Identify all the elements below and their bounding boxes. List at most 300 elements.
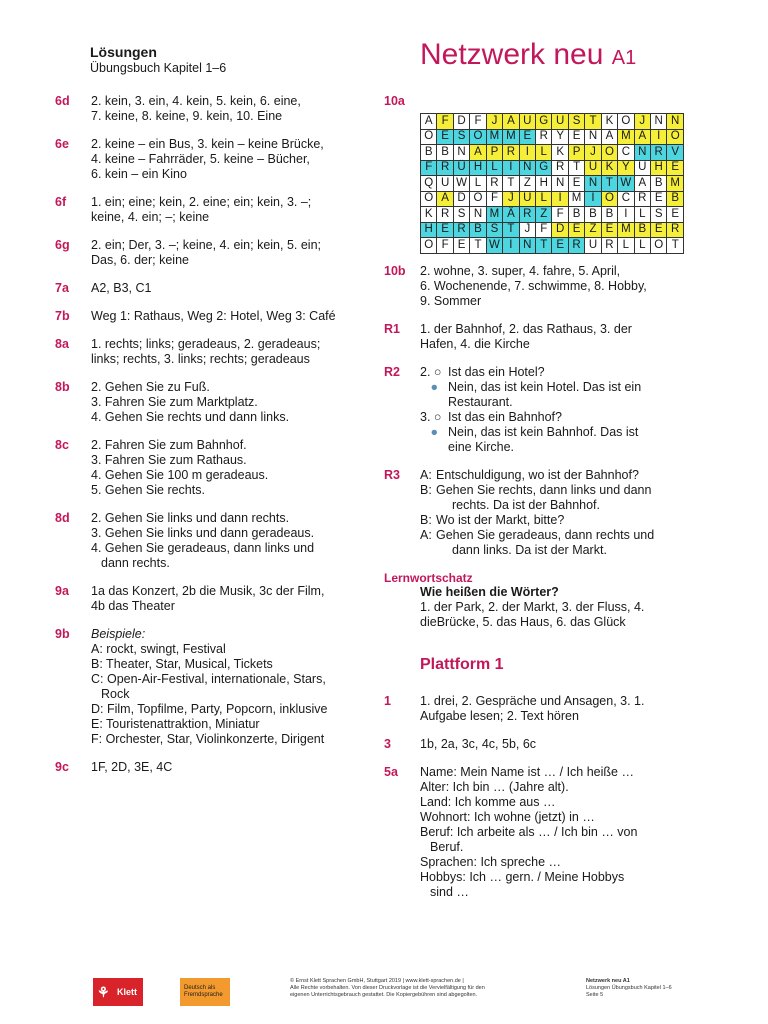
exercise-9c [55,760,355,775]
exercise-5a [384,765,684,900]
brand-level: A1 [611,47,637,69]
exercise-answer [91,337,355,367]
plattform-title: Plattform 1 [420,655,504,673]
answer-line: Land: Ich komme aus … [420,794,556,809]
klett-logo-text: Klett [117,987,137,997]
grid-cell: B [585,207,601,223]
exercise-number: 8a [55,337,69,351]
answer-line: 1a das Konzert, 2b die Musik, 3c der Film, [91,584,325,598]
grid-cell: T [503,222,519,238]
grid-cell: F [552,207,568,223]
dialogue-text: dann links. Da ist der Markt. [452,542,607,557]
grid-row [421,145,684,161]
footer-info-line: Seite 5 [586,992,604,998]
grid-cell: Z [585,222,601,238]
answer-line: Das, 6. der; keine [91,253,189,267]
answer-line: D: Film, Topfilme, Party, Popcorn, inklusive [91,702,328,716]
grid-cell: A [503,114,519,130]
exercise-number: 10b [384,263,406,278]
grid-cell: E [568,129,584,145]
exercise-number: 10a [384,94,405,108]
grid-cell: O [601,145,617,161]
dialogue-text: Nein, das ist kein Hotel. Das ist ein [448,379,642,394]
grid-cell: O [667,129,684,145]
dialogue-line [420,513,684,528]
grid-cell: I [552,191,568,207]
grid-cell: E [552,238,568,254]
exercise-8b [55,380,355,425]
answer-line: 3. Gehen Sie links und dann geradeaus. [91,526,315,540]
grid-cell: L [618,238,634,254]
grid-cell: H [536,176,552,192]
grid-cell: J [585,145,601,161]
grid-cell: I [651,129,667,145]
grid-cell: K [601,160,617,176]
grid-row [421,129,684,145]
answer-line: B: Theater, Star, Musical, Tickets [91,657,273,671]
exercise-number: 3 [384,736,391,751]
copyright-notice [290,978,530,999]
exercise-number: 6f [55,195,67,209]
speaker-label [420,498,452,513]
exercise-8c [55,438,355,498]
grid-cell: B [437,145,453,161]
grid-cell: N [651,114,667,130]
copyright-line: Alle Rechte vorbehalten. Von dieser Druckvorlage ist die Vervielfältigung für den [290,985,485,991]
answer-line: Beruf: Ich arbeite als … / Ich bin … von [420,824,638,839]
grid-cell: B [651,176,667,192]
grid-cell: D [453,191,469,207]
grid-cell: N [634,145,650,161]
page-footer [0,972,768,1012]
answer-line: A2, B3, C1 [91,281,152,295]
answer-line: dann rechts. [101,556,170,570]
grid-row [421,222,684,238]
answer-line: 2. Fahren Sie zum Bahnhof. [91,438,247,452]
grid-cell: N [585,176,601,192]
exercise-number: 7a [55,281,69,295]
exercise-6e [55,137,355,182]
exercise-answer [91,511,355,571]
dialogue-text: Nein, das ist kein Bahnhof. Das ist [448,424,639,439]
dialogue-marker: 3. ○ [420,409,442,424]
exercise-answer [420,322,684,352]
grid-cell: H [470,160,486,176]
grid-cell: L [634,238,650,254]
exercise-1 [384,694,684,724]
speaker-label: A: [420,467,432,482]
page-header [90,44,226,76]
answer-line: 1. rechts; links; geradeaus, 2. geradeaus; [91,337,321,351]
grid-cell: V [667,145,684,161]
grid-cell: R [536,129,552,145]
dialogue-marker: ● [430,424,438,439]
answer-line: Wohnort: Ich wohne (jetzt) in … [420,809,595,824]
grid-cell: A [601,129,617,145]
exercise-6f [55,195,355,225]
answer-line: Aufgabe lesen; 2. Text hören [420,708,579,723]
dialogue-marker [420,440,448,455]
answer-line: 9. Sommer [420,293,482,308]
exercise-number: 9c [55,760,69,774]
grid-cell: M [667,176,684,192]
grid-cell: N [552,176,568,192]
grid-cell: F [486,191,502,207]
exercise-number: R2 [384,364,400,379]
grid-cell: D [552,222,568,238]
grid-cell: R [503,145,519,161]
grid-cell: R [552,160,568,176]
grid-cell: B [601,207,617,223]
exercise-3 [384,737,684,752]
grid-cell: A [634,129,650,145]
grid-cell: K [601,114,617,130]
page-title: Lösungen [90,44,157,60]
answer-line: keine, 4. ein; –; keine [91,210,210,224]
grid-row [421,160,684,176]
grid-cell: R [486,176,502,192]
exercise-r2 [384,365,684,455]
grid-cell: I [618,207,634,223]
exercise-answer [91,94,355,124]
grid-cell: F [437,238,453,254]
grid-cell: U [634,160,650,176]
exercise-number: R1 [384,321,400,336]
grid-cell: O [601,191,617,207]
grid-cell: R [634,191,650,207]
grid-cell: F [470,114,486,130]
grid-cell: R [519,207,535,223]
exercise-answer [91,438,355,498]
answer-line: 2. Gehen Sie links und dann rechts. [91,511,290,525]
grid-cell: S [453,129,469,145]
grid-cell: Z [519,176,535,192]
exercise-answer [91,760,355,775]
grid-cell: M [568,191,584,207]
grid-cell: B [634,222,650,238]
grid-cell: N [453,145,469,161]
grid-row [421,207,684,223]
word-search-grid [420,113,684,254]
grid-cell: O [421,129,437,145]
grid-cell: Y [552,129,568,145]
grid-cell: A [470,145,486,161]
grid-cell: C [618,145,634,161]
footer-book-info [586,978,672,999]
grid-cell: L [536,191,552,207]
answer-line: 3. Fahren Sie zum Rathaus. [91,453,247,467]
daf-logo: Deutsch als Fremdsprache [180,978,230,1006]
dialogue-text: Entschuldigung, wo ist der Bahnhof? [436,467,639,482]
exercise-r3 [384,468,684,558]
brand-name: Netzwerk neu [420,38,604,71]
grid-cell: O [470,129,486,145]
dialogue-text: Wo ist der Markt, bitte? [436,512,565,527]
grid-cell: G [536,114,552,130]
grid-cell: N [519,238,535,254]
exercise-r1 [384,322,684,352]
grid-cell: N [470,207,486,223]
grid-cell: J [634,114,650,130]
exercise-6d [55,94,355,124]
footer-book-title: Netzwerk neu A1 [586,978,630,984]
grid-cell: L [536,145,552,161]
exercise-answer [420,264,684,309]
grid-cell: J [519,222,535,238]
exercise-7b [55,309,355,324]
answer-line: 2. keine – ein Bus, 3. kein – keine Brücke, [91,137,324,151]
answer-line: sind … [430,884,469,899]
answer-line: F: Orchester, Star, Violinkonzerte, Dirigent [91,732,325,746]
grid-cell: T [470,238,486,254]
grid-cell: O [618,114,634,130]
exercise-answer [91,137,355,182]
exercise-number: 1 [384,693,391,708]
grid-cell: N [585,129,601,145]
dialogue-text: Gehen Sie geradeaus, dann rechts und [436,527,655,542]
grid-cell: U [519,114,535,130]
grid-cell: H [651,160,667,176]
answer-line: Hobbys: Ich … gern. / Meine Hobbys [420,869,625,884]
exercise-8a [55,337,355,367]
grid-row [421,114,684,130]
grid-cell: R [453,222,469,238]
grid-cell: N [519,160,535,176]
grid-cell: B [470,222,486,238]
grid-cell: Ä [503,207,519,223]
klett-symbol-icon: ⚘ [97,984,110,1000]
grid-cell: O [421,238,437,254]
grid-cell: E [453,238,469,254]
grid-cell: W [453,176,469,192]
grid-cell: M [486,207,502,223]
grid-cell: Q [421,176,437,192]
speaker-label: A: [420,527,432,542]
exercise-answer [91,584,355,614]
grid-cell: O [470,191,486,207]
page-subtitle: Übungsbuch Kapitel 1–6 [90,61,227,75]
grid-cell: O [421,191,437,207]
grid-cell: D [453,114,469,130]
footer-info-line: Lösungen Übungsbuch Kapitel 1–6 [586,985,672,991]
grid-cell: E [437,129,453,145]
dialogue-marker: 2. ○ [420,364,442,379]
grid-cell: T [536,238,552,254]
grid-cell: C [618,191,634,207]
grid-cell: U [437,176,453,192]
grid-cell: G [536,160,552,176]
grid-cell: U [585,238,601,254]
exercise-answer [91,380,355,425]
grid-cell: S [453,207,469,223]
answer-line: 4. Gehen Sie geradeaus, dann links und [91,541,315,555]
exercise-number: 6g [55,238,70,252]
dialogue-line [420,468,684,483]
grid-cell: B [667,191,684,207]
answer-line: links; rechts, 3. links; rechts; geradeaus [91,352,310,366]
grid-cell: I [585,191,601,207]
exercise-9a [55,584,355,614]
answer-heading: Beispiele: [91,627,146,641]
grid-cell: E [519,129,535,145]
exercise-answer [91,309,355,324]
grid-cell: F [421,160,437,176]
exercise-answer [91,238,355,268]
exercise-9b [55,627,355,747]
exercise-number: 6d [55,94,70,108]
grid-cell: T [585,114,601,130]
grid-cell: T [568,160,584,176]
dialogue-line [420,483,684,498]
grid-cell: Ü [453,160,469,176]
copyright-line: eigenen Unterrichtsgebrauch gestattet. Die Kopiergebühren sind abgegolten. [290,992,478,998]
grid-cell: W [618,176,634,192]
grid-cell: W [486,238,502,254]
grid-cell: R [651,145,667,161]
lernwortschatz-question: Wie heißen die Wörter? [420,584,559,599]
dialogue-line [420,543,684,558]
speaker-label: B: [420,512,432,527]
exercise-7a [55,281,355,296]
dialogue-line [420,365,684,380]
grid-cell: T [503,176,519,192]
answer-line: 1b, 2a, 3c, 4c, 5b, 6c [420,736,537,751]
exercise-number: 8c [55,438,69,452]
answer-line: 2. Gehen Sie zu Fuß. [91,380,210,394]
exercise-8d [55,511,355,571]
grid-cell: U [519,191,535,207]
grid-cell: J [486,114,502,130]
grid-cell: I [519,145,535,161]
answer-line: Weg 1: Rathaus, Weg 2: Hotel, Weg 3: Café [91,309,336,323]
exercise-answer [91,281,355,296]
speaker-label: B: [420,482,432,497]
grid-cell: F [536,222,552,238]
dialogue-marker: ● [430,379,438,394]
answer-line: Name: Mein Name ist … / Ich heiße … [420,764,634,779]
answer-line: 5. Gehen Sie rechts. [91,483,205,497]
grid-cell: O [651,238,667,254]
grid-cell: E [568,222,584,238]
grid-row [421,176,684,192]
answer-line: 1. der Park, 2. der Markt, 3. der Fluss, 4. die [420,599,645,629]
grid-cell: H [421,222,437,238]
right-column [384,94,684,913]
grid-cell: E [667,207,684,223]
answer-line: 4. Gehen Sie 100 m geradeaus. [91,468,269,482]
speaker-label [420,543,452,558]
grid-cell: R [667,222,684,238]
answer-line: 4b das Theater [91,599,175,613]
dialogue-line [420,528,684,543]
answer-line: 7. keine, 8. keine, 9. kein, 10. Eine [91,109,283,123]
grid-cell: E [601,222,617,238]
exercise-number: 9b [55,627,70,641]
exercise-answer [420,694,684,724]
grid-cell: S [568,114,584,130]
answer-line: 1F, 2D, 3E, 4C [91,760,173,774]
answer-line: 1. drei, 2. Gespräche und Ansagen, 3. 1. [420,693,645,708]
grid-cell: A [421,114,437,130]
dialogue-text: Restaurant. [448,394,513,409]
exercise-number: R3 [384,467,400,482]
grid-cell: B [568,207,584,223]
answer-line: Brücke, 5. das Haus, 6. das Glück [436,614,626,629]
exercise-10b [384,264,684,309]
exercise-6g [55,238,355,268]
answer-line: Rock [101,687,130,701]
grid-cell: S [486,222,502,238]
dialogue-marker [420,395,448,410]
answer-line: 6. Wochenende, 7. schwimme, 8. Hobby, [420,278,647,293]
grid-row [421,238,684,254]
answer-line: A: rockt, swingt, Festival [91,642,226,656]
dialogue-line [420,440,684,455]
grid-cell: B [421,145,437,161]
answer-line: C: Open-Air-Festival, internationale, Stars, [91,672,326,686]
grid-cell: R [568,238,584,254]
dialogue-text: Gehen Sie rechts, dann links und dann [436,482,652,497]
answer-line: E: Touristenattraktion, Miniatur [91,717,260,731]
klett-logo [93,978,143,1006]
answer-line: Beruf. [430,839,464,854]
answer-line: Sprachen: Ich spreche … [420,854,562,869]
exercise-10a [384,94,684,109]
exercise-answer [420,765,684,900]
grid-cell: R [437,207,453,223]
grid-row [421,191,684,207]
grid-cell: A [634,176,650,192]
dialogue-line [420,395,684,410]
answer-line: Alter: Ich bin … (Jahre alt). [420,779,569,794]
lernwortschatz-section [384,571,684,630]
dialogue-line [420,425,684,440]
grid-cell: S [651,207,667,223]
exercise-answer [91,627,355,747]
dialogue-text: rechts. Da ist der Bahnhof. [452,497,600,512]
grid-cell: U [585,160,601,176]
grid-cell: I [503,160,519,176]
exercise-number: 8d [55,511,70,525]
exercise-number: 8b [55,380,70,394]
grid-cell: L [634,207,650,223]
answer-line: 1. der Bahnhof, 2. das Rathaus, 3. der [420,321,632,336]
grid-cell: N [667,114,684,130]
grid-cell: R [437,160,453,176]
grid-cell: M [503,129,519,145]
grid-cell: P [486,145,502,161]
answer-line: 2. wohne, 3. super, 4. fahre, 5. April, [420,263,621,278]
dialogue-text: Ist das ein Hotel? [448,364,545,379]
grid-cell: F [437,114,453,130]
grid-cell: M [618,222,634,238]
answer-line: 2. kein, 3. ein, 4. kein, 5. kein, 6. eine, [91,94,301,108]
exercise-number: 7b [55,309,70,323]
grid-cell: K [552,145,568,161]
exercise-number: 5a [384,764,398,779]
grid-cell: M [618,129,634,145]
grid-cell: L [486,160,502,176]
grid-cell: E [651,191,667,207]
left-column [55,94,355,788]
grid-cell: K [421,207,437,223]
grid-cell: U [552,114,568,130]
exercise-answer [91,195,355,225]
grid-cell: M [486,129,502,145]
answer-line: 6. kein – ein Kino [91,167,187,181]
exercise-number: 9a [55,584,69,598]
answer-line: 1. ein; eine; kein, 2. eine; ein; kein, 3. –; [91,195,312,209]
